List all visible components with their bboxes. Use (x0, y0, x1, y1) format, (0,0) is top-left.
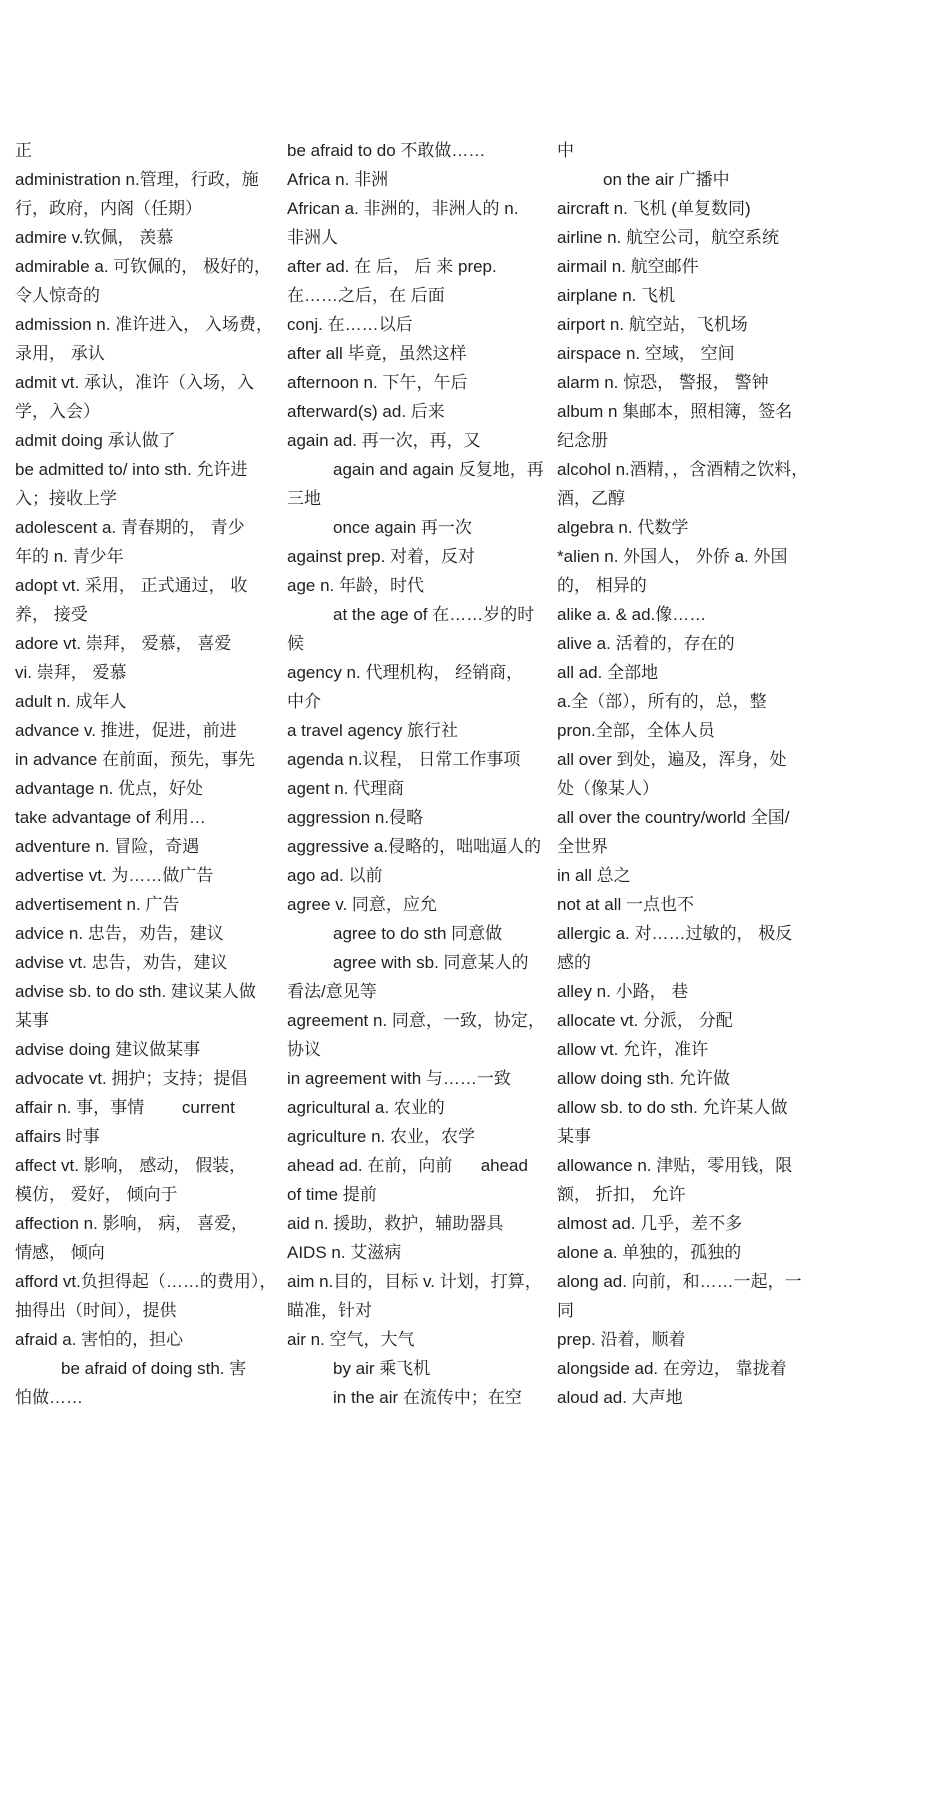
vocab-line: 非洲人 (287, 228, 338, 247)
vocab-line: prep. 沿着，顺着 (557, 1330, 686, 1349)
vocab-line: *alien n. 外国人， 外侨 a. 外国 (557, 547, 788, 566)
vocab-line: advantage n. 优点，好处 (15, 779, 204, 798)
vocabulary-text-columns (15, 136, 938, 1412)
vocab-line: take advantage of 利用… (15, 808, 206, 827)
column-2 (287, 136, 557, 1412)
vocab-line: airspace n. 空域， 空间 (557, 344, 735, 363)
vocab-line: ago ad. 以前 (287, 866, 383, 885)
vocab-line: alone a. 单独的，孤独的 (557, 1243, 742, 1262)
vocab-line: agree v. 同意，应允 (287, 895, 437, 914)
vocab-line: 正 (15, 141, 32, 160)
vocab-line: 纪念册 (557, 431, 608, 450)
vocab-line: aid n. 援助，救护，辅助器具 (287, 1214, 504, 1233)
vocab-line: be afraid of doing sth. 害 (61, 1359, 247, 1378)
vocab-line: 感的 (557, 953, 591, 972)
vocab-line: all over the country/world 全国/ (557, 808, 790, 827)
vocab-line: after all 毕竟，虽然这样 (287, 344, 467, 363)
vocab-line: affect vt. 影响， 感动， 假装， (15, 1156, 247, 1175)
vocab-line: 某事 (15, 1011, 49, 1030)
vocab-line: be admitted to/ into sth. 允许进 (15, 460, 248, 479)
vocab-line: advocate vt. 拥护；支持；提倡 (15, 1069, 248, 1088)
vocab-line: administration n.管理，行政，施 (15, 170, 259, 189)
vocab-line: 怕做…… (15, 1388, 83, 1407)
vocab-line: 行，政府，内阁（任期） (15, 199, 202, 218)
vocab-line: adolescent a. 青春期的， 青少 (15, 518, 245, 537)
vocab-line: agricultural a. 农业的 (287, 1098, 445, 1117)
vocab-line: algebra n. 代数学 (557, 518, 689, 537)
vocab-line: along ad. 向前，和……一起，一 (557, 1272, 802, 1291)
vocab-line: 候 (287, 634, 304, 653)
vocab-line: advice n. 忠告，劝告，建议 (15, 924, 224, 943)
vocab-line: 中介 (287, 692, 321, 711)
vocab-line: agent n. 代理商 (287, 779, 405, 798)
vocab-line: adventure n. 冒险，奇遇 (15, 837, 200, 856)
vocab-line: agreement n. 同意，一致，协定， (287, 1011, 545, 1030)
vocab-line: advertise vt. 为……做广告 (15, 866, 214, 885)
vocab-line: affairs 时事 (15, 1127, 100, 1146)
vocab-line: admire v.钦佩， 羡慕 (15, 228, 174, 247)
vocab-line: affair n. 事，事情 current (15, 1098, 235, 1117)
vocab-line: airmail n. 航空邮件 (557, 257, 699, 276)
vocab-line: almost ad. 几乎，差不多 (557, 1214, 743, 1233)
vocab-line: vi. 崇拜， 爱慕 (15, 663, 127, 682)
vocab-line: 情感， 倾向 (15, 1243, 105, 1262)
vocab-line: admit doing 承认做了 (15, 431, 176, 450)
vocab-line: 同 (557, 1301, 574, 1320)
vocab-line: alarm n. 惊恐， 警报， 警钟 (557, 373, 769, 392)
vocab-line: in all 总之 (557, 866, 631, 885)
vocab-line: 年的 n. 青少年 (15, 547, 124, 566)
vocab-line: at the age of 在……岁的时 (333, 605, 535, 624)
vocab-line: aloud ad. 大声地 (557, 1388, 683, 1407)
vocab-line: 入；接收上学 (15, 489, 117, 508)
vocab-line: 抽得出（时间），提供 (15, 1301, 177, 1320)
vocab-line: 某事 (557, 1127, 591, 1146)
vocab-line: 额， 折扣， 允许 (557, 1185, 686, 1204)
vocab-line: alcohol n.酒精，，含酒精之饮料， (557, 460, 809, 479)
vocab-line: pron.全部，全体人员 (557, 721, 715, 740)
vocab-line: allocate vt. 分派， 分配 (557, 1011, 733, 1030)
vocab-line: allergic a. 对……过敏的， 极反 (557, 924, 793, 943)
vocab-line: against prep. 对着，反对 (287, 547, 476, 566)
vocab-line: alive a. 活着的，存在的 (557, 634, 735, 653)
vocab-line: again and again 反复地，再 (333, 460, 544, 479)
vocab-line: 三地 (287, 489, 321, 508)
vocab-line: 中 (557, 141, 574, 160)
vocab-line: admirable a. 可钦佩的， 极好的， (15, 257, 271, 276)
vocab-line: a travel agency 旅行社 (287, 721, 459, 740)
column-3 (557, 136, 938, 1412)
vocab-line: 养， 接受 (15, 605, 88, 624)
vocab-line: aircraft n. 飞机 (单复数同) (557, 199, 751, 218)
vocab-line: AIDS n. 艾滋病 (287, 1243, 402, 1262)
vocab-line: advise doing 建议做某事 (15, 1040, 201, 1059)
vocab-line: all over 到处，遍及，浑身，处 (557, 750, 787, 769)
vocab-line: 全世界 (557, 837, 608, 856)
vocab-line: adore vt. 崇拜， 爱慕， 喜爱 (15, 634, 232, 653)
vocab-line: again ad. 再一次，再，又 (287, 431, 481, 450)
vocab-line: agriculture n. 农业，农学 (287, 1127, 475, 1146)
vocab-line: alley n. 小路， 巷 (557, 982, 689, 1001)
vocab-line: airport n. 航空站，飞机场 (557, 315, 748, 334)
vocab-line: African a. 非洲的，非洲人的 n. (287, 199, 519, 218)
vocab-line: 令人惊奇的 (15, 286, 100, 305)
vocab-line: a.全（部），所有的，总，整 (557, 692, 767, 711)
vocab-line: agenda n.议程， 日常工作事项 (287, 750, 521, 769)
vocab-line: 瞄准，针对 (287, 1301, 372, 1320)
vocab-line: conj. 在……以后 (287, 315, 413, 334)
vocab-line: age n. 年龄，时代 (287, 576, 424, 595)
vocab-line: advise sb. to do sth. 建议某人做 (15, 982, 256, 1001)
vocab-line: afternoon n. 下午，午后 (287, 373, 468, 392)
vocab-line: advise vt. 忠告，劝告，建议 (15, 953, 228, 972)
vocab-line: 酒，乙醇 (557, 489, 625, 508)
vocab-line: in advance 在前面，预先，事先 (15, 750, 255, 769)
vocab-line: adopt vt. 采用， 正式通过， 收 (15, 576, 248, 595)
vocab-line: aim n.目的，目标 v. 计划，打算， (287, 1272, 542, 1291)
vocab-line: alike a. & ad.像…… (557, 605, 707, 624)
vocab-line: advertisement n. 广告 (15, 895, 180, 914)
vocab-line: in agreement with 与……一致 (287, 1069, 511, 1088)
vocab-line: on the air 广播中 (603, 170, 730, 189)
vocab-line: allow sb. to do sth. 允许某人做 (557, 1098, 788, 1117)
vocab-line: be afraid to do 不敢做…… (287, 141, 486, 160)
vocab-line: 录用， 承认 (15, 344, 105, 363)
vocab-line: agree with sb. 同意某人的 (333, 953, 529, 972)
vocab-line: once again 再一次 (333, 518, 472, 537)
vocab-line: after ad. 在 后， 后 来 prep. (287, 257, 497, 276)
vocab-line: adult n. 成年人 (15, 692, 127, 711)
vocab-line: allow doing sth. 允许做 (557, 1069, 730, 1088)
vocab-line: afford vt.负担得起（……的费用）， (15, 1272, 277, 1291)
vocab-line: allow vt. 允许，准许 (557, 1040, 709, 1059)
vocab-line: 模仿， 爱好， 倾向于 (15, 1185, 178, 1204)
vocab-line: 协议 (287, 1040, 321, 1059)
vocab-line: 处（像某人） (557, 779, 659, 798)
vocab-line: 学，入会） (15, 402, 100, 421)
vocab-line: advance v. 推进，促进，前进 (15, 721, 237, 740)
vocab-line: album n 集邮本，照相簿，签名 (557, 402, 793, 421)
vocab-line: Africa n. 非洲 (287, 170, 389, 189)
vocab-line: afraid a. 害怕的，担心 (15, 1330, 184, 1349)
vocab-line: affection n. 影响， 病， 喜爱， (15, 1214, 249, 1233)
vocab-line: admission n. 准许进入， 入场费， (15, 315, 273, 334)
vocab-line: airline n. 航空公司，航空系统 (557, 228, 779, 247)
vocab-line: aggressive a.侵略的，咄咄逼人的 (287, 837, 542, 856)
vocab-line: not at all 一点也不 (557, 895, 694, 914)
vocab-line: admit vt. 承认，准许（入场，入 (15, 373, 254, 392)
vocab-line: air n. 空气，大气 (287, 1330, 415, 1349)
vocab-line: of time 提前 (287, 1185, 377, 1204)
vocab-line: in the air 在流传中；在空 (333, 1388, 522, 1407)
vocab-line: allowance n. 津贴，零用钱，限 (557, 1156, 793, 1175)
vocab-line: aggression n.侵略 (287, 808, 424, 827)
vocab-line: airplane n. 飞机 (557, 286, 676, 305)
vocab-line: 在……之后，在 后面 (287, 286, 445, 305)
vocab-line: afterward(s) ad. 后来 (287, 402, 445, 421)
vocab-line: all ad. 全部地 (557, 663, 659, 682)
vocab-line: by air 乘飞机 (333, 1359, 431, 1378)
vocab-line: ahead ad. 在前，向前 ahead (287, 1156, 528, 1175)
vocab-line: 看法/意见等 (287, 982, 377, 1001)
column-1 (15, 136, 287, 1412)
vocab-line: 的， 相异的 (557, 576, 647, 595)
vocab-line: agency n. 代理机构， 经销商， (287, 663, 524, 682)
vocab-line: alongside ad. 在旁边， 靠拢着 (557, 1359, 787, 1378)
vocab-line: agree to do sth 同意做 (333, 924, 503, 943)
